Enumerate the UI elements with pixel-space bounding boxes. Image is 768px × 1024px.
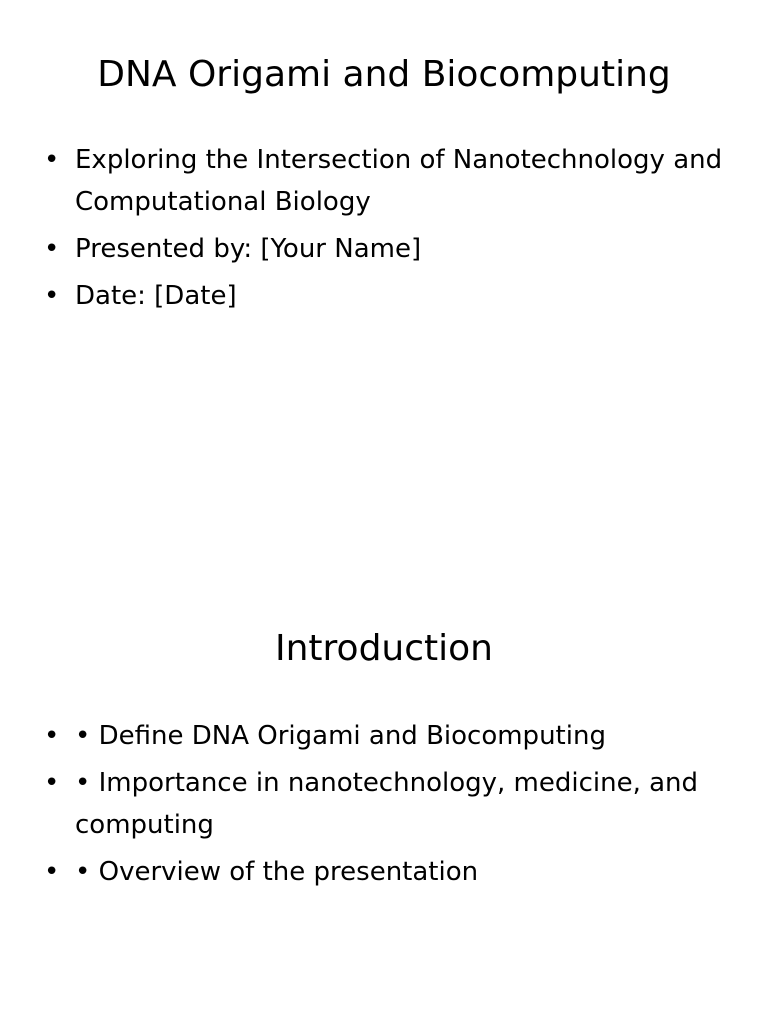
bullet-text: Presented by: [Your Name] [75,234,422,264]
bullet-list [44,139,724,322]
bullet-icon: • [44,145,60,175]
bullet-item [44,715,724,757]
bullet-icon: • [44,857,60,887]
bullet-icon: • [44,768,60,798]
bullet-text: • Overview of the presentation [75,857,479,887]
bullet-text: Date: [Date] [75,281,237,311]
bullet-item [44,139,724,223]
bullet-icon: • [44,281,60,311]
slide-title: DNA Origami and Biocomputing [97,54,671,95]
slide-introduction [0,512,768,1024]
bullet-icon: • [44,234,60,264]
bullet-item [44,275,724,317]
bullet-text: Exploring the Intersection of Nanotechnology and Computational Biology [75,145,723,217]
bullet-text: • Importance in nanotechnology, medicine, and computing [75,768,699,840]
bullet-item [44,851,724,893]
bullet-icon: • [44,721,60,751]
bullet-text: • Define DNA Origami and Biocomputing [75,721,606,751]
bullet-item [44,228,724,270]
slide-title: Introduction [274,628,493,669]
bullet-list [44,715,724,898]
bullet-item [44,762,724,846]
